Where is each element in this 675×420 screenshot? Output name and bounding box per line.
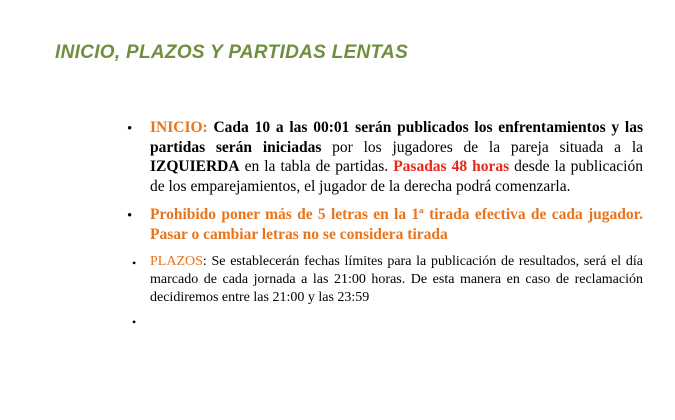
- text-segment: Cada 10 a las 00:01 serán publicados los enfrentamientos y las partidas serán iniciadas: [150, 119, 643, 156]
- paragraph-prohibido: Prohibido poner más de 5 letras en la 1ª tirada efectiva de cada jugador. Pasar o cambiar letras no se considera tirada: [150, 206, 643, 243]
- text-segment: : Se establecerán fechas límites para la publicación de resultados, será el día marcado de cada jornada a las 21:00 horas. De esta manera en caso de reclamación decidiremos entre las 21:00 y las 23:59: [150, 254, 643, 305]
- bullet-dot-icon: •: [132, 256, 137, 270]
- text-segment: PLAZOS: [150, 254, 203, 269]
- paragraph-empty: [150, 312, 643, 326]
- bullet-list-level-1: [118, 118, 643, 244]
- text-segment: en la tabla de partidas.: [239, 158, 394, 175]
- bullet-dot-icon: •: [127, 208, 133, 224]
- list-item: [118, 118, 643, 196]
- bullet-dot-icon: •: [132, 315, 137, 329]
- list-item: [118, 253, 643, 307]
- text-segment: por los jugadores de la pareja situada a la: [321, 138, 643, 156]
- list-item: [118, 312, 643, 329]
- text-segment: INICIO:: [150, 119, 208, 136]
- text-segment: IZQUIERDA: [150, 158, 240, 175]
- text-segment: Pasadas 48 horas: [393, 158, 510, 175]
- paragraph-plazos: [150, 253, 643, 307]
- slide-body: [118, 118, 643, 331]
- bullet-dot-icon: •: [127, 121, 133, 137]
- text-segment: desde la publicación de los emparejamientos, el jugador de la derecha podrá comenzarla.: [150, 158, 643, 195]
- list-item: [118, 205, 643, 244]
- bullet-list-level-2: [118, 253, 643, 329]
- paragraph-inicio: [150, 118, 643, 196]
- page-title: INICIO, PLAZOS Y PARTIDAS LENTAS: [55, 42, 409, 63]
